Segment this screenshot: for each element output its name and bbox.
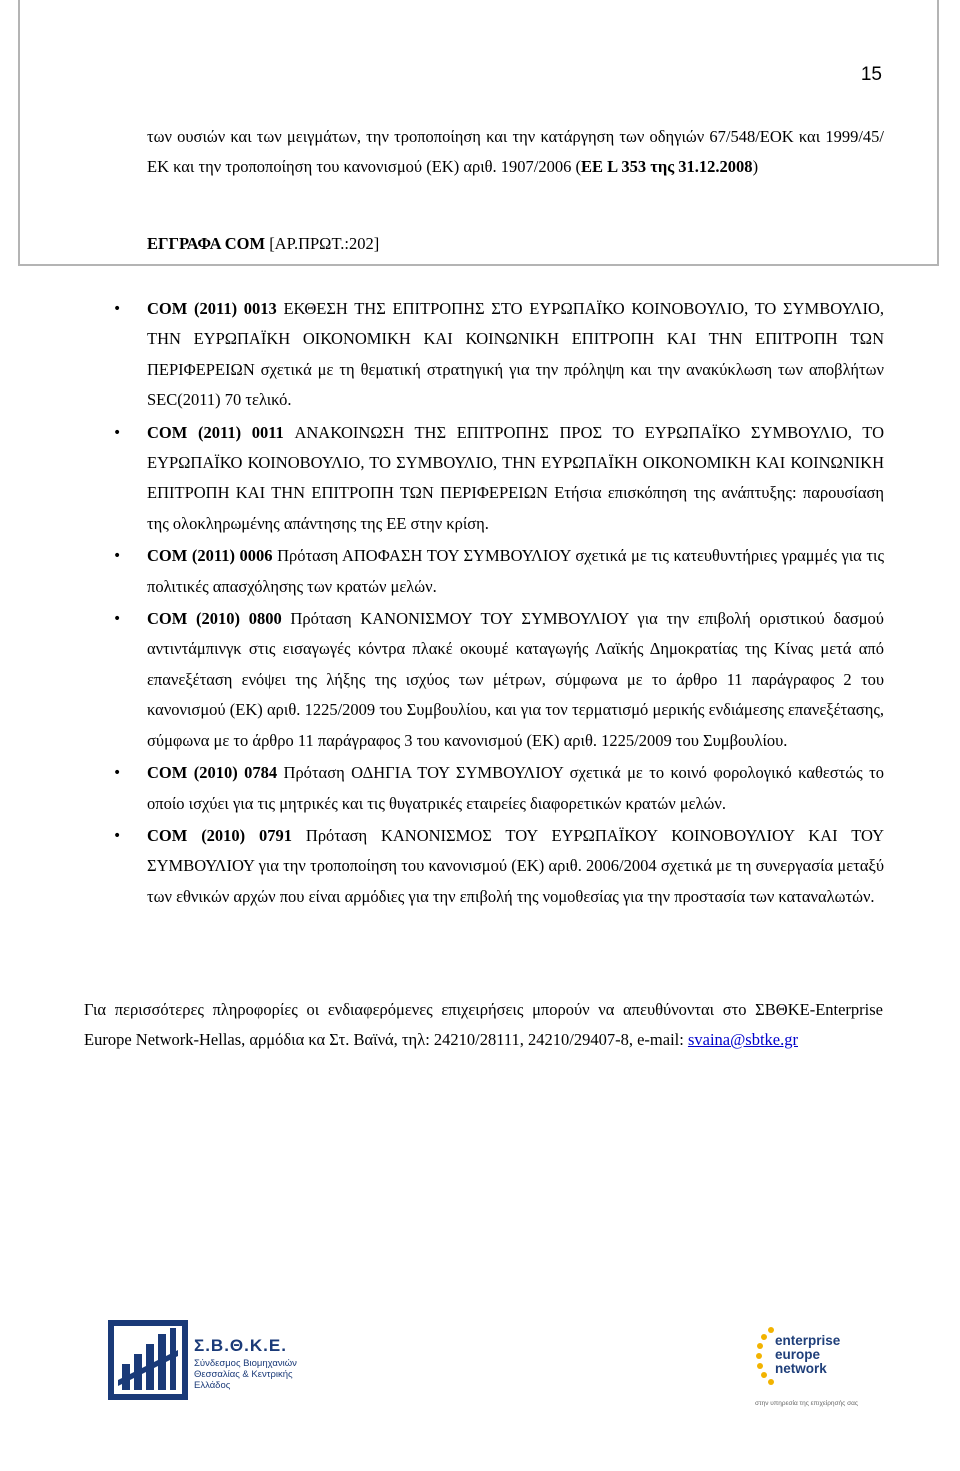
com-code: COM (2010) 0800 bbox=[147, 609, 282, 629]
list-item bbox=[147, 604, 884, 756]
com-code: COM (2010) 0784 bbox=[147, 763, 278, 783]
com-document-list bbox=[147, 294, 884, 914]
sbthke-tagline: Σύνδεσμος Βιομηχανιών Θεσσαλίας & Κεντρικής Ελλάδος bbox=[194, 1358, 297, 1391]
een-wordmark bbox=[775, 1334, 840, 1376]
section-heading bbox=[147, 229, 379, 259]
heading-bold: ΕΓΓΡΑΦΑ COM bbox=[147, 234, 266, 253]
list-item bbox=[147, 418, 884, 540]
intro-bold-ref: ΕΕ L 353 της 31.12.2008 bbox=[581, 157, 753, 176]
een-line-3: network bbox=[775, 1361, 827, 1376]
factory-icon bbox=[108, 1320, 188, 1400]
com-code: COM (2011) 0006 bbox=[147, 546, 273, 566]
com-code: COM (2011) 0013 bbox=[147, 299, 277, 318]
com-description: ΕΚΘΕΣΗ ΤΗΣ ΕΠΙΤΡΟΠΗΣ ΣΤΟ ΕΥΡΩΠΑΪΚΟ ΚΟΙΝΟΒΟΥΛΙΟ, ΤΟ ΣΥΜΒΟΥΛΙΟ, ΤΗΝ ΕΥΡΩΠΑΪΚΗ ΟΙΚΟΝΟΜΙΚΗ ΚΑΙ ΚΟΙΝΩΝΙΚΗ ΕΠΙΤΡΟΠΗ ΚΑΙ ΤΗΝ ΕΠΙΤΡΟΠΗ ΤΩΝ ΠΕΡΙΦΕΡΕΙΩΝ σχετικά με τη θεματική στρατηγική για την πρόληψη και την ανακύκλωση των αποβλήτων SEC(2011) 70 τελικό. bbox=[147, 299, 885, 410]
list-item bbox=[147, 821, 884, 912]
com-code: COM (2011) 0011 bbox=[147, 422, 284, 442]
een-line-2: europe bbox=[775, 1347, 821, 1362]
intro-paragraph bbox=[147, 122, 884, 182]
sbthke-name: Σ.Β.Θ.Κ.Ε. bbox=[194, 1336, 287, 1355]
contact-text: Για περισσότερες πληροφορίες οι ενδιαφερόμενες επιχειρήσεις μπορούν να απευθύνονται στο ΣΒΘΚΕ-Enterprise Europe Network-Hellas, αρμόδια κα Στ. Βαϊνά, τηλ: 24210/28111, 24210/29407-8, e-mail: bbox=[84, 1000, 883, 1049]
een-line-1: enterprise bbox=[775, 1333, 841, 1348]
com-description: Πρόταση ΟΔΗΓΙΑ ΤΟΥ ΣΥΜΒΟΥΛΙΟΥ σχετικά με το κοινό φορολογικό καθεστώς το οποίο ισχύει για τις μητρικές και τις θυγατρικές εταιρείες διαφορετικών κρατών μελών. bbox=[147, 763, 884, 813]
list-item bbox=[147, 541, 884, 602]
page-number: 15 bbox=[860, 64, 882, 85]
list-item bbox=[147, 758, 884, 819]
heading-rest: [ΑΡ.ΠΡΩΤ.:202] bbox=[265, 234, 380, 253]
contact-info-paragraph bbox=[84, 995, 883, 1055]
sbthke-logo bbox=[108, 1320, 308, 1400]
een-logo bbox=[755, 1318, 865, 1413]
een-slogan: στην υπηρεσία της επιχείρησής σας bbox=[755, 1400, 859, 1407]
list-item bbox=[147, 294, 884, 416]
email-link[interactable]: svaina@sbtke.gr bbox=[687, 1030, 798, 1049]
intro-end: ) bbox=[752, 157, 759, 176]
com-description: Πρόταση ΚΑΝΟΝΙΣΜΟΥ ΤΟΥ ΣΥΜΒΟΥΛΙΟΥ για την επιβολή οριστικού δασμού αντιντάμπινγκ στις εισαγωγές κόντρα πλακέ οκουμέ καταγωγής Λαϊκής Δημοκρατίας της Κίνας μετά από επανεξέταση ενόψει της λήξης της ισχύος των μέτρων, σύμφωνα με το άρθρο 11 παράγραφος 2 του κανονισμού (ΕΚ) αριθ. 1225/2009 του Συμβουλίου, και για τον τερματισμό μερικής ενδιάμεσης επανεξέτασης, σύμφωνα με το άρθρο 11 παράγραφος 3 του κανονισμού (ΕΚ) αριθ. 1225/2009 του Συμβουλίου. bbox=[147, 609, 884, 750]
com-description: ΑΝΑΚΟΙΝΩΣΗ ΤΗΣ ΕΠΙΤΡΟΠΗΣ ΠΡΟΣ ΤΟ ΕΥΡΩΠΑΪΚΟ ΣΥΜΒΟΥΛΙΟ, ΤΟ ΕΥΡΩΠΑΪΚΟ ΚΟΙΝΟΒΟΥΛΙΟ, ΤΟ ΣΥΜΒΟΥΛΙΟ, ΤΗΝ ΕΥΡΩΠΑΪΚΗ ΟΙΚΟΝΟΜΙΚΗ ΚΑΙ ΚΟΙΝΩΝΙΚΗ ΕΠΙΤΡΟΠΗ ΚΑΙ ΤΗΝ ΕΠΙΤΡΟΠΗ ΤΩΝ ΠΕΡΙΦΕΡΕΙΩΝ Ετήσια επισκόπηση της ανάπτυξης: παρουσίαση της ολοκληρωμένης απάντησης της ΕΕ στην κρίση. bbox=[147, 422, 884, 533]
com-description: Πρόταση ΚΑΝΟΝΙΣΜΟΣ ΤΟΥ ΕΥΡΩΠΑΪΚΟΥ ΚΟΙΝΟΒΟΥΛΙΟΥ ΚΑΙ ΤΟΥ ΣΥΜΒΟΥΛΙΟΥ για την τροποποίηση του κανονισμού (ΕΚ) αριθ. 2006/2004 σχετικά με τη συνεργασία μεταξύ των εθνικών αρχών που είναι αρμόδιες για την επιβολή της νομοθεσίας για την προστασία των καταναλωτών. bbox=[147, 825, 884, 906]
com-description: Πρόταση ΑΠΟΦΑΣΗ ΤΟΥ ΣΥΜΒΟΥΛΙΟΥ σχετικά με τις κατευθυντήριες γραμμές για τις πολιτικές απασχόλησης των κρατών μελών. bbox=[147, 546, 884, 596]
com-code: COM (2010) 0791 bbox=[147, 825, 293, 845]
intro-text: των ουσιών και των μειγμάτων, την τροποποίηση και την κατάργηση των οδηγιών 67/548/ΕΟΚ και 1999/45/ΕΚ και την τροποποίηση του κανονισμού (ΕΚ) αριθ. 1907/2006 ( bbox=[147, 127, 884, 176]
